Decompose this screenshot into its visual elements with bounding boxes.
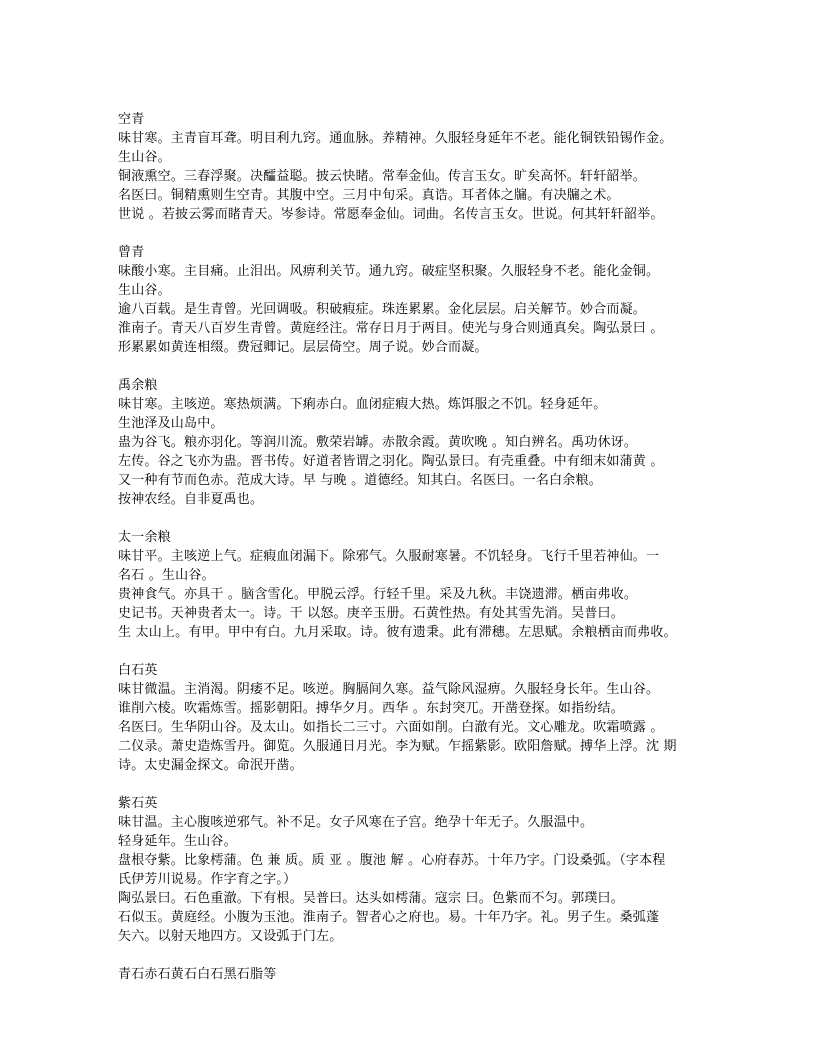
section-line: 石似玉。黄庭经。小腹为玉池。淮南子。智者心之府也。易。十年乃字。礼。男子生。桑弧蓬 — [118, 910, 660, 925]
document-section — [118, 110, 704, 224]
section-line: 生池泽及山岛中。 — [118, 416, 224, 431]
section-title: 曾青 — [118, 245, 145, 260]
section-line: 世说 。若披云雾而睹青天。岑参诗。常愿奉金仙。词曲。名传言玉女。世说。何其轩轩韶举。 — [118, 207, 664, 222]
section-line: 味酸小寒。主目痛。止泪出。风痹利关节。通九窍。破症坚积聚。久服轻身不老。能化金铜。 — [118, 264, 660, 279]
document-section — [118, 376, 704, 509]
section-line: 矢六。以射天地四方。又设弧于门左。 — [118, 929, 343, 944]
document-body — [118, 110, 704, 984]
section-line: 生山谷。 — [118, 283, 171, 298]
section-line: 二仪录。萧史造炼雪丹。御览。久服通日月光。李为赋。乍摇紫影。欧阳詹赋。搏华上浮。沈 期 — [118, 739, 677, 754]
section-line: 淮南子。青天八百岁生青曾。黄庭经注。常存日月于两目。使光与身合则通真矣。陶弘景曰 。 — [118, 321, 664, 336]
section-line: 形累累如黄连相缀。费冠卿记。层层倚空。周子说。妙合而凝。 — [118, 340, 488, 355]
section-line: 左传。谷之飞亦为蛊。晋书传。好道者皆谓之羽化。陶弘景曰。有壳重叠。中有细末如蒲黄 。 — [118, 454, 664, 469]
section-title: 空青 — [118, 112, 145, 127]
section-line: 名医曰。铜精熏则生空青。其腹中空。三月中旬采。真诰。耳者体之牖。有决牖之术。 — [118, 188, 620, 203]
section-line: 盘根夺紫。比象樗蒲。色 兼 质。质 亚 。腹池 解 。心府春苏。十年乃字。门设桑弧。（字本程 — [118, 853, 666, 868]
section-line: 轻身延年。生山谷。 — [118, 834, 237, 849]
section-line: 按神农经。自非夏禹也。 — [118, 492, 264, 507]
document-section — [118, 243, 704, 357]
section-title: 禹余粮 — [118, 378, 158, 393]
section-line: 逾八百载。是生青曾。光回调吸。积破瘕症。珠连累累。金化层层。启关解节。妙合而凝。 — [118, 302, 647, 317]
section-line: 陶弘景曰。石色重澈。下有根。吴普曰。达头如樗蒲。寇宗 曰。色紫而不匀。郭璞曰。 — [118, 891, 624, 906]
final-section-heading: 青石赤石黄石白石黑石脂等 — [118, 967, 277, 982]
section-line: 诗。太史漏金探文。命泯开凿。 — [118, 758, 303, 773]
document-section — [118, 528, 704, 642]
section-line: 贵神食气。亦具干 。脑含雪化。甲脱云浮。行轻千里。采及九秋。丰饶遗滞。栖亩弗收。 — [118, 587, 638, 602]
section-title: 白石英 — [118, 663, 158, 678]
section-line: 铜液熏空。三春浮聚。决醽益聪。披云快睹。常奉金仙。传言玉女。旷矣高怀。轩轩韶举。 — [118, 169, 647, 184]
section-line: 名医曰。生华阴山谷。及太山。如指长二三寸。六面如削。白澈有光。文心雕龙。吹霜喷露 。 — [118, 720, 664, 735]
section-line: 名石 。生山谷。 — [118, 568, 215, 583]
section-line: 史记书。天神贵者太一。诗。干 以怒。庚辛玉册。石黄性热。有处其雪先消。吴普曰。 — [118, 606, 624, 621]
section-title: 太一余粮 — [118, 530, 171, 545]
section-line: 味甘平。主咳逆上气。症瘕血闭漏下。除邪气。久服耐寒暑。不饥轻身。飞行千里若神仙。一 — [118, 549, 660, 564]
section-line: 生 太山上。有甲。甲中有白。九月采取。诗。彼有遗秉。此有滞穗。左思赋。余粮栖亩而弗收。 — [118, 625, 677, 640]
document-section — [118, 661, 704, 775]
section-line: 氏伊芳川说易。作字育之字。） — [118, 872, 297, 887]
sections-container — [118, 110, 704, 946]
section-title: 紫石英 — [118, 796, 158, 811]
document-section — [118, 794, 704, 946]
section-line: 味甘寒。主咳逆。寒热烦满。下痢赤白。血闭症瘕大热。炼饵服之不饥。轻身延年。 — [118, 397, 607, 412]
section-line: 谁削六棱。吹霜炼雪。摇影朝阳。搏华夕月。西华 。东封突兀。开凿登探。如指纷结。 — [118, 701, 624, 716]
section-line: 生山谷。 — [118, 150, 171, 165]
section-line: 蛊为谷飞。粮亦羽化。等润川流。敷荣岩罅。赤散余霞。黄吹晚 。知白辨名。禹功休讶。 — [118, 435, 638, 450]
section-line: 又一种有节而色赤。范成大诗。早 与晚 。道德经。知其白。名医曰。一名白余粮。 — [118, 473, 602, 488]
section-line: 味甘寒。主青盲耳聋。明目利九窍。通血脉。养精神。久服轻身延年不老。能化铜铁铅锡作金。 — [118, 131, 673, 146]
section-line: 味甘温。主心腹咳逆邪气。补不足。女子风寒在子宫。绝孕十年无子。久服温中。 — [118, 815, 594, 830]
section-line: 味甘微温。主消渴。阴痿不足。咳逆。胸膈间久寒。益气除风湿痹。久服轻身长年。生山谷。 — [118, 682, 660, 697]
